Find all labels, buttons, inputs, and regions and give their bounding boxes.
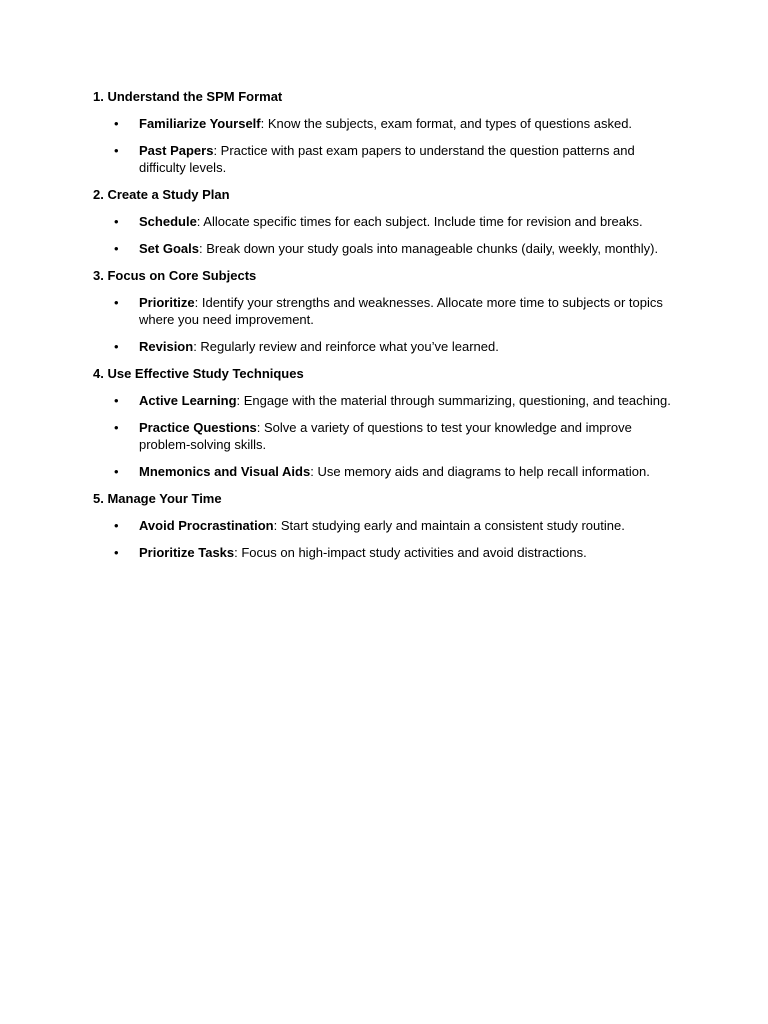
section-5 [93, 490, 683, 561]
item-text: : Know the subjects, exam format, and types of questions asked. [260, 116, 633, 131]
section-2 [93, 186, 683, 257]
item-term: Avoid Procrastination [139, 518, 274, 533]
item-term: Prioritize [139, 295, 195, 310]
bullet-list [93, 392, 683, 480]
item-text: : Start studying early and maintain a consistent study routine. [273, 518, 625, 533]
list-item [93, 142, 683, 176]
bullet-icon: • [114, 214, 119, 229]
bullet-list [93, 517, 683, 561]
section-heading: 2. Create a Study Plan [93, 187, 230, 202]
section-4 [93, 365, 683, 480]
item-text: : Use memory aids and diagrams to help recall information. [310, 464, 650, 479]
item-text: : Identify your strengths and weaknesses. Allocate more time to subjects or topics where you need improvement. [139, 295, 663, 327]
item-text: : Solve a variety of questions to test your knowledge and improve problem-solving skills. [139, 420, 632, 452]
bullet-list [93, 294, 683, 355]
section-heading: 5. Manage Your Time [93, 491, 222, 506]
list-item [93, 294, 683, 328]
list-item [93, 213, 683, 230]
list-item [93, 115, 683, 132]
item-text: : Allocate specific times for each subject. Include time for revision and breaks. [196, 214, 643, 229]
bullet-icon: • [114, 116, 119, 131]
item-text: : Break down your study goals into manageable chunks (daily, weekly, monthly). [198, 241, 659, 256]
bullet-icon: • [114, 339, 119, 354]
item-text: : Engage with the material through summarizing, questioning, and teaching. [236, 393, 671, 408]
section-heading: 1. Understand the SPM Format [93, 89, 283, 104]
item-term: Active Learning [139, 393, 237, 408]
list-item [93, 240, 683, 257]
section-1 [93, 88, 683, 176]
item-text: : Practice with past exam papers to understand the question patterns and difficulty levels. [139, 143, 635, 175]
section-3 [93, 267, 683, 355]
list-item [93, 419, 683, 453]
item-term: Familiarize Yourself [139, 116, 261, 131]
bullet-icon: • [114, 464, 119, 479]
item-term: Prioritize Tasks [139, 545, 235, 560]
bullet-icon: • [114, 518, 119, 533]
bullet-icon: • [114, 241, 119, 256]
bullet-icon: • [114, 295, 119, 310]
item-term: Mnemonics and Visual Aids [139, 464, 311, 479]
item-term: Schedule [139, 214, 197, 229]
bullet-list [93, 213, 683, 257]
section-heading: 3. Focus on Core Subjects [93, 268, 257, 283]
document-body [93, 88, 683, 571]
list-item [93, 463, 683, 480]
list-item [93, 338, 683, 355]
list-item [93, 392, 683, 409]
bullet-list [93, 115, 683, 176]
bullet-icon: • [114, 420, 119, 435]
item-term: Past Papers [139, 143, 214, 158]
list-item [93, 517, 683, 534]
item-text: : Focus on high-impact study activities and avoid distractions. [234, 545, 587, 560]
bullet-icon: • [114, 393, 119, 408]
bullet-icon: • [114, 143, 119, 158]
item-text: : Regularly review and reinforce what you’ve learned. [193, 339, 499, 354]
item-term: Practice Questions [139, 420, 257, 435]
list-item [93, 544, 683, 561]
section-heading: 4. Use Effective Study Techniques [93, 366, 304, 381]
item-term: Revision [139, 339, 194, 354]
item-term: Set Goals [139, 241, 199, 256]
bullet-icon: • [114, 545, 119, 560]
